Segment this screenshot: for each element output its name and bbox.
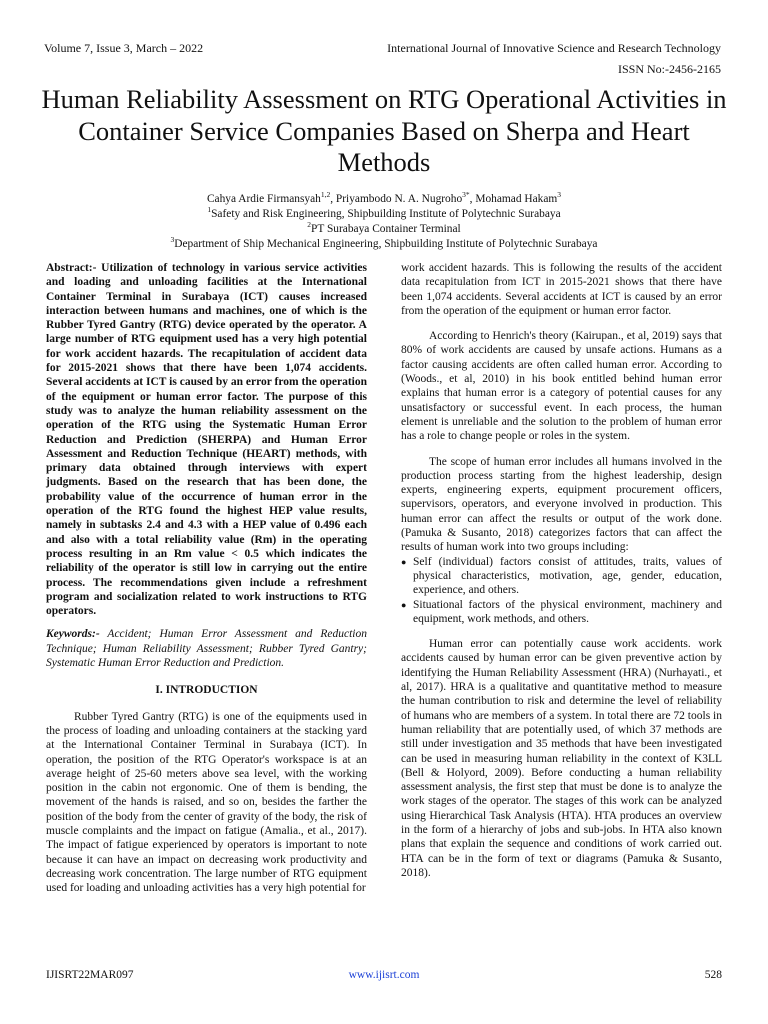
- journal-name: International Journal of Innovative Science and Research Technology: [387, 41, 721, 55]
- paragraph: According to Henrich's theory (Kairupan., et al, 2019) says that 80% of work accidents are caused by unsafe actions. Humans as a factor causing accidents are often called human error. According to (Woods., et al, 2010) in his book entitled behind human error explains that human error is a category of potential causes for any unsatisfactory or successful event. In each process, the human element is unreliable and the solution to the problem of human error has a role to change people or roles in the system.: [401, 330, 722, 443]
- list-item: [401, 598, 722, 627]
- paper-code: IJISRT22MAR097: [46, 969, 134, 981]
- affiliation: [40, 207, 728, 222]
- list-item-text: Self (individual) factors consist of attitudes, traits, values of physical characteristics, motivation, age, gender, education, experience, and others.: [413, 555, 722, 597]
- list-item-text: Situational factors of the physical environment, machinery and equipment, work methods, and others.: [413, 598, 722, 625]
- issn: ISSN No:-2456-2165: [617, 62, 721, 76]
- keywords: [46, 627, 367, 670]
- keywords-label: Keywords:-: [46, 628, 100, 641]
- affiliation-superscript: 3: [170, 235, 175, 245]
- author-superscript: 3*: [462, 190, 470, 200]
- keywords-text: Accident; Human Error Assessment and Reduction Technique; Human Reliability Assessment; Rubber Tyred Gantry; Systematic Human Error Reduction and Prediction.: [46, 628, 367, 670]
- bullet-icon: ●: [401, 599, 407, 610]
- author-name: Priyambodo N. A. Nugroho: [335, 193, 463, 205]
- right-column: [401, 261, 722, 880]
- paragraph: Rubber Tyred Gantry (RTG) is one of the equipments used in the process of loading and unloading containers at the stacking yard at the International Container Terminal in Surabaya (ICT). In operation, the position of the RTG Operator's workspace is at an average height of 25-60 meters above sea level, with the working position in the cabin not ergonomic. One of them is bending, the movement of the hands is raised, and so on, besides the farther the position of the body from the center of gravity of the body, the risk of muscle complaints and the impact on fatigue (Amalia., et al., 2017). The impact of fatigue experienced by operators is important to note because it can have an impact on decreasing work productivity and decreasing work concentration. The large number of RTG equipment used for loading and unloading activities has a very high potential for: [46, 710, 367, 895]
- author-superscript: 3: [557, 190, 562, 200]
- website-link[interactable]: www.ijisrt.com: [348, 969, 420, 981]
- paragraph: Human error can potentially cause work accidents. work accidents caused by human error can be given preventive action by identifying the Human Reliability Assessment (HRA) (Nurhayati., et al, 2017). HRA is a qualitative and quantitative method to measure the human contribution to risk and determine the level of reliability of humans who are members of a system. In total there are 72 tools in human reliability that are potentially used, of which 37 methods are still under investigation and 35 methods that have been investigated can be used in measuring human reliability in the context of K3LL (Bell & Holyord, 2009). Before conducting a human reliability assessment analysis, the first step that must be done is to analyze the work stages of the operator. The stages of this work can be analyzed using Hierarchical Task Analysis (HTA). HTA produces an overview in the form of a hierarchy of jobs and sub-jobs. In HTA also known plans that explain the sequence and conditions of work carried out. HTA can be in the form of text or diagrams (Pamuka & Susanto, 2018).: [401, 638, 722, 879]
- bullet-icon: ●: [401, 556, 407, 567]
- paragraph: work accident hazards. This is following the results of the accident data recapitulation from ICT in 2015-2021 shows that there have been 1,074 accidents. Several accidents at ICT is caused by an error from the operation of the equipment or human error factor.: [401, 262, 722, 317]
- bullet-list: [401, 555, 722, 626]
- section-heading-introduction: I. INTRODUCTION: [155, 684, 258, 697]
- affiliation-superscript: 2: [307, 220, 312, 230]
- author-line: [40, 192, 728, 207]
- affiliation-text: Department of Ship Mechanical Engineering, Shipbuilding Institute of Polytechnic Surabaya: [174, 238, 598, 250]
- page-number: 528: [704, 969, 722, 981]
- left-column: [46, 261, 367, 895]
- author-name: Cahya Ardie Firmansyah: [206, 193, 321, 205]
- affiliation-text: Safety and Risk Engineering, Shipbuilding Institute of Polytechnic Surabaya: [211, 208, 561, 220]
- affiliation-superscript: 1: [207, 205, 212, 215]
- paper-title: Human Reliability Assessment on RTG Operational Activities in Container Service Companies Based on Sherpa and Heart Methods: [41, 84, 727, 177]
- affiliation: [40, 237, 728, 252]
- paragraph: The scope of human error includes all humans involved in the production process starting from the highest leadership, design experts, engineering experts, equipment procurement officers, supervisors, operators, and everyone involved in production. This human error can affect the results or output of the work done. (Pamuka & Susanto, 2018) categorizes factors that can affect the results of human work into two groups including:: [401, 455, 722, 554]
- affiliation-text: PT Surabaya Container Terminal: [311, 223, 461, 235]
- authors-block: [40, 192, 728, 252]
- author-separator: ,: [469, 193, 476, 205]
- list-item: [401, 555, 722, 598]
- author-superscript: 1,2: [320, 190, 331, 200]
- affiliation: [40, 222, 728, 237]
- abstract: Abstract:- Utilization of technology in various service activities and loading and unloading facilities at the International Container Terminal in Surabaya (ICT) causes increased interaction between humans and machines, one of which is the Rubber Tyred Gantry (RTG) device operated by the operator. A large number of RTG equipment used has a very high potential for work accident hazards. The recapitulation of accident data for 2015-2021 shows that there have been 1,074 accidents. Several accidents at ICT is caused by an error from the operation of the equipment or human error factor. The purpose of this study was to analyze the human reliability assessment on the operation of the RTG using the Systematic Human Error Reduction and Prediction (SHERPA) and Human Error Assessment and Reduction Technique (HEART) methods, with primary data obtained through interviews with expert judgments. Based on the research that has been done, the probability value of the occurrence of human error in the operation of the RTG found the highest HEP value results, namely in subtasks 2.4 and 4.3 with a HEP value of 0.496 each and also with a total reliability value (Rm) in the operating process resulting in an Rm value < 0.5 which indicates the reliability of the operator is still low in carrying out the entire process. The recommendations given include a refreshment program and socialization related to work instructions to RTG operators.: [46, 262, 367, 618]
- volume-issue: Volume 7, Issue 3, March – 2022: [44, 41, 204, 55]
- author-separator: ,: [330, 193, 336, 205]
- author-name: Mohamad Hakam: [475, 193, 558, 205]
